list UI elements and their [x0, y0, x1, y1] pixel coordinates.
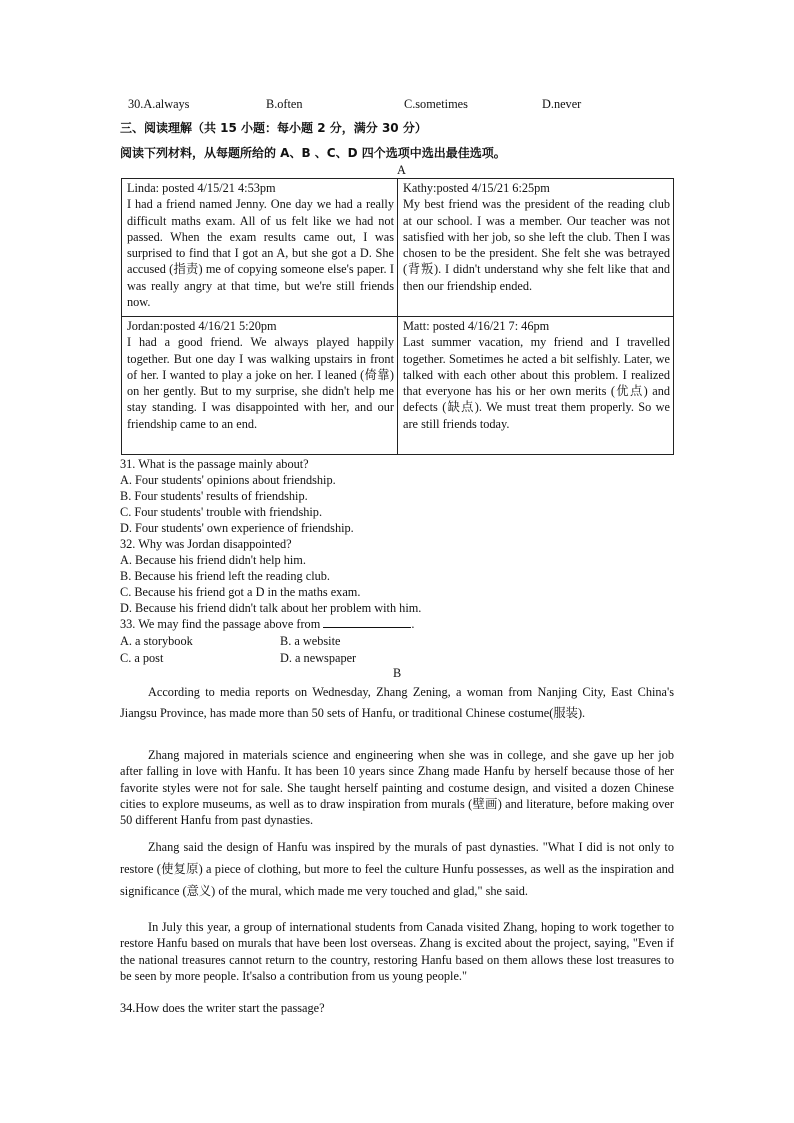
post-body: I had a friend named Jenny. One day we had a really difficult maths exam. All of us felt like we had not passed. When the exam results came out, I was surprised to find that I got an A, but she got a D. She accused (指责) me of copying someone else's paper. I was really angry at that time, but we're still friends now. — [127, 197, 394, 310]
passage-b-paragraph-1: According to media reports on Wednesday, Zhang Zening, a woman from Nanjing City, East China's Jiangsu Province, has made more than 50 sets of Hanfu, or traditional Chinese costume(服装). — [120, 685, 674, 720]
q30-option-c: C.sometimes — [404, 97, 468, 111]
q33-stem-end: . — [411, 617, 415, 631]
q33-stem-line — [120, 616, 414, 632]
post-kathy — [398, 179, 674, 317]
q30-option-b: B.often — [266, 97, 303, 111]
post-header: Matt: posted 4/16/21 7: 46pm — [403, 319, 550, 333]
forum-posts-table — [121, 178, 674, 455]
answer-blank — [323, 616, 411, 628]
q33-option-a: A. a storybook — [120, 634, 193, 648]
q31-option-c: C. Four students' trouble with friendship. — [120, 505, 323, 519]
q32-option-b: B. Because his friend left the reading club. — [120, 569, 331, 583]
q32-option-a: A. Because his friend didn't help him. — [120, 553, 306, 567]
post-header: Kathy:posted 4/15/21 6:25pm — [403, 181, 550, 195]
post-body: My best friend was the president of the reading club at our school. I was a member. Our teacher was not satisfied with her job, so she left the club. Then I was chosen to be the president. She felt she was betrayed (背叛). I didn't understand why she felt like that and then our friendship ended. — [403, 197, 670, 293]
q32-option-d: D. Because his friend didn't talk about her problem with him. — [120, 601, 422, 615]
post-matt — [398, 317, 674, 455]
passage-b-paragraph-4: In July this year, a group of international students from Canada visited Zhang, hoping to work together to restore Hanfu based on murals that have been lost overseas. Zhang is excited about the project, saying, "Even if the national treasures cannot return to the country, restoring Hanfu based on them allows these lost treasures to be seen by more people. It'salso a contribution from us young people." — [120, 920, 674, 983]
q33-option-d: D. a newspaper — [280, 651, 357, 665]
q31-option-d: D. Four students' own experience of friendship. — [120, 521, 354, 535]
q32-stem: 32. Why was Jordan disappointed? — [120, 537, 292, 551]
q30-option-d: D.never — [542, 97, 582, 111]
post-body: I had a good friend. We always played happily together. But one day I was walking upstairs in front of her. I wanted to play a joke on her. I leaned (倚靠) on her gently. But to my surprise, she didn't help me stay standing. I was disappointed with her, and our friendship came to an end. — [127, 335, 394, 431]
q32-option-c: C. Because his friend got a D in the maths exam. — [120, 585, 361, 599]
q33-option-b: B. a website — [280, 634, 341, 648]
passage-b-paragraph-2: Zhang majored in materials science and engineering when she was in college, and she gave up her job after falling in love with Hanfu. It has been 10 years since Zhang made Hanfu by herself because those of her favorite styles were not for sale. She taught herself painting and costume design, and visited a dozen Chinese cities to explore museums, as well as to draw inspiration from murals (壁画) and literature, before making over 50 different Hanfu from past dynasties. — [120, 748, 674, 828]
q34-stem: 34.How does the writer start the passage? — [120, 1001, 325, 1015]
post-jordan — [122, 317, 398, 455]
post-body: Last summer vacation, my friend and I travelled together. Sometimes he acted a bit selfishly. Later, we talked with each other about this problem. I realized that everyone has his or her own merits (优点) and defects (缺点). We must treat them properly. So we are still friends today. — [403, 335, 670, 431]
post-header: Jordan:posted 4/16/21 5:20pm — [127, 319, 277, 333]
q33-option-c: C. a post — [120, 651, 164, 665]
post-linda — [122, 179, 398, 317]
q31-option-b: B. Four students' results of friendship. — [120, 489, 308, 503]
q31-stem: 31. What is the passage mainly about? — [120, 457, 309, 471]
passage-b-letter: B — [393, 666, 402, 680]
section-heading: 三、阅读理解（共 15 小题：每小题 2 分，满分 30 分） — [120, 121, 427, 135]
passage-b-paragraph-3: Zhang said the design of Hanfu was inspired by the murals of past dynasties. "What I did is not only to restore (使复原) a piece of clothing, but more to feel the culture Hunfu possesses, as well as the inspiration and significance (意义) of the mural, which made me very touched and glad," she said. — [120, 840, 674, 898]
section-instruction: 阅读下列材料，从每题所给的 A、B 、C、D 四个选项中选出最佳选项。 — [120, 146, 506, 160]
q31-option-a: A. Four students' opinions about friendship. — [120, 473, 336, 487]
post-header: Linda: posted 4/15/21 4:53pm — [127, 181, 276, 195]
q30-option-a: 30.A.always — [128, 97, 190, 111]
q33-stem: 33. We may find the passage above from — [120, 617, 321, 631]
passage-a-letter: A — [397, 163, 406, 177]
